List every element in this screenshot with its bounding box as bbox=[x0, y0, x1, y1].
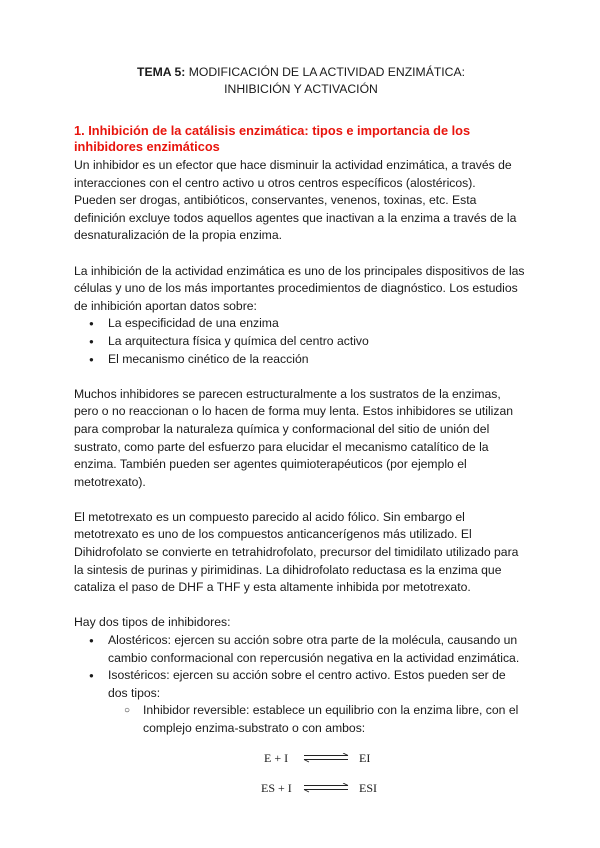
title-line-1: MODIFICACIÓN DE LA ACTIVIDAD ENZIMÁTICA: bbox=[185, 65, 465, 79]
paragraph-methotrexate: El metotrexato es un compuesto parecido al acido fólico. Sin embargo el metotrexato es uno de los compuestos anticancerígenos más utilizado. El Dihidrofolato se convierte en tetrahidrofolato, precursor del timidilato utilizado para la sintesis de purinas y pirimidinas. La dihidrofolato reductasa es la enzima que cataliza el paso de DHF a THF y esta altamente inhibida por metotrexato. bbox=[74, 509, 519, 595]
list-item: ● La arquitectura física y química del centro activo bbox=[108, 333, 528, 351]
equilibrium-arrow-icon bbox=[301, 783, 351, 793]
isosteric-subtypes-list bbox=[108, 702, 528, 737]
section-heading: 1. Inhibición de la catálisis enzimática: tipos e importancia de los inhibidores enzimáticos bbox=[74, 123, 471, 154]
paragraph-substrate-analogues: Muchos inhibidores se parecen estructuralmente a los sustratos de la enzimas, pero o no reaccionan o lo hacen de forma muy lenta. Estos inhibidores se utilizan para comprobar la naturaleza química y conformacional del sitio de unión del sustrato, como parte del esfuerzo para elucidar el mecanismo catalítico de la enzima. También pueden ser agentes quimioterapéuticos (por ejemplo el metotrexato). bbox=[74, 386, 514, 489]
list-item: ● Alostéricos: ejercen su acción sobre otra parte de la molécula, causando un cambio conformacional con repercusión negativa en la actividad enzimática. bbox=[108, 632, 528, 667]
paragraph-inhibition-importance: La inhibición de la actividad enzimática es uno de los principales dispositivos de las células y uno de los más importantes procedimientos de diagnóstico. Los estudios de inhibición aportan datos sobre: bbox=[74, 263, 525, 313]
paragraph-inhibitor-examples: Pueden ser drogas, antibióticos, conservantes, venenos, toxinas, etc. Esta definición excluye todos aquellos agentes que inactivan a la enzima a través de la desnaturalización de la propia enzima. bbox=[74, 193, 517, 243]
paragraph-inhibitor-definition: Un inhibidor es un efector que hace disminuir la actividad enzimática, a través de interacciones con el centro activo u otros centros específicos (alostéricos). bbox=[74, 158, 512, 190]
inhibitor-types-list bbox=[74, 632, 528, 738]
list-item: ○ Inhibidor reversible: establece un equilibrio con la enzima libre, con el complejo enzima-substrato o con ambos: bbox=[143, 702, 528, 737]
inhibition-data-list bbox=[74, 315, 528, 368]
list-item bbox=[108, 667, 528, 737]
equation-row bbox=[74, 778, 528, 808]
list-item: ● El mecanismo cinético de la reacción bbox=[108, 351, 528, 369]
list-item-text: Isostéricos: ejercen su acción sobre el centro activo. Estos pueden ser de dos tipos: bbox=[108, 668, 506, 700]
equation-reactants: ES + I bbox=[261, 780, 292, 795]
list-item: ● La especificidad de una enzima bbox=[108, 315, 528, 333]
equilibrium-arrow-icon bbox=[301, 753, 351, 763]
equation-product: ESI bbox=[359, 780, 377, 795]
title-topic-number: TEMA 5: bbox=[137, 65, 186, 79]
equation-row bbox=[74, 748, 528, 778]
page-title bbox=[74, 64, 528, 98]
equilibrium-equations bbox=[74, 748, 528, 808]
paragraph-inhibitor-types: Hay dos tipos de inhibidores: bbox=[74, 615, 231, 630]
equation-product: EI bbox=[359, 750, 371, 765]
equation-reactants: E + I bbox=[264, 750, 289, 765]
title-line-2: INHIBICIÓN Y ACTIVACIÓN bbox=[224, 82, 378, 96]
